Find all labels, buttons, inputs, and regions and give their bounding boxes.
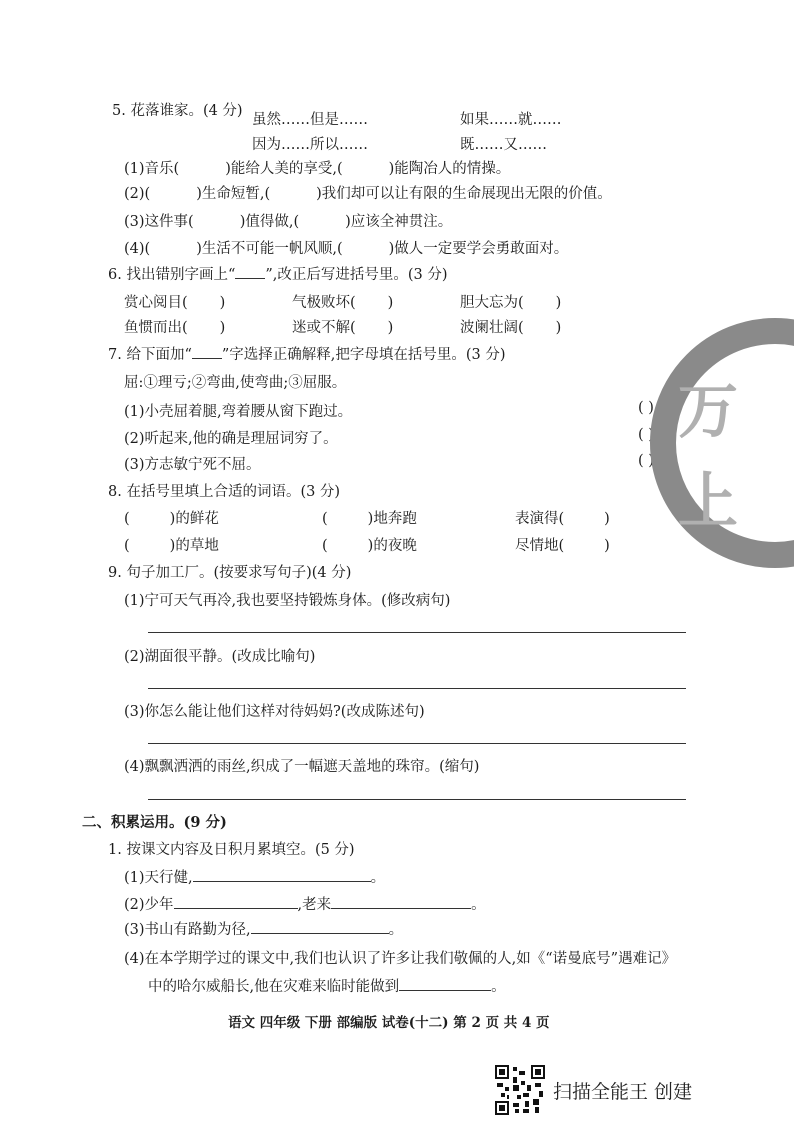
q5-item: (3)这件事( )值得做,( )应该全神贯注。 xyxy=(124,214,453,230)
s2-item: (2)少年 ,老来 。 xyxy=(124,897,486,913)
q5-title: 5. 花落谁家。(4 分) xyxy=(112,103,243,119)
q7-title: 7. 给下面加“ ”字选择正确解释,把字母填在括号里。(3 分) xyxy=(108,347,506,363)
page-footer: 语文 四年级 下册 部编版 试卷(十二) 第 2 页 共 4 页 xyxy=(228,1015,550,1031)
q6-word: 波阑壮阔( ) xyxy=(460,320,562,336)
q5-option-2: 如果……就…… xyxy=(460,112,562,128)
s2-item: 中的哈尔威船长,他在灾难来临时能做到 。 xyxy=(148,979,506,995)
q9-item: (3)你怎么能让他们这样对待妈妈?(改成陈述句) xyxy=(124,704,425,720)
section-2-title: 二、积累运用。(9 分) xyxy=(82,814,227,831)
q8-cell: 尽情地( ) xyxy=(515,538,610,554)
q8-cell: ( )的夜晚 xyxy=(322,538,417,554)
q8-cell: ( )地奔跑 xyxy=(322,511,417,527)
q9-item: (2)湖面很平静。(改成比喻句) xyxy=(124,649,316,665)
s2-item: (4)在本学期学过的课文中,我们也认识了许多让我们敬佩的人,如《“诺曼底号”遇难记》 xyxy=(124,951,677,967)
q8-cell: ( )的鲜花 xyxy=(124,511,219,527)
q7-answer-paren: ( ) xyxy=(638,400,654,416)
qr-code-icon xyxy=(495,1065,545,1115)
stamp-watermark xyxy=(650,318,794,568)
q7-meanings: 屈:①理亏;②弯曲,使弯曲;③屈服。 xyxy=(124,375,347,391)
stamp-glyph: 万 xyxy=(678,377,738,447)
q7-answer-paren: ( ) xyxy=(638,427,654,443)
q6-word: 迷或不解( ) xyxy=(292,320,394,336)
q5-item: (4)( )生活不可能一帆风顺,( )做人一定要学会勇敢面对。 xyxy=(124,241,569,257)
q9-item: (1)宁可天气再冷,我也要坚持锻炼身体。(修改病句) xyxy=(124,593,451,609)
q6-word: 赏心阅目( ) xyxy=(124,295,226,311)
stamp-glyph: 上 xyxy=(678,467,738,537)
s2-item: (3)书山有路勤为径, 。 xyxy=(124,922,404,938)
q8-title: 8. 在括号里填上合适的词语。(3 分) xyxy=(108,484,341,500)
q6-word: 鱼惯而出( ) xyxy=(124,320,226,336)
q9-title: 9. 句子加工厂。(按要求写句子)(4 分) xyxy=(108,565,352,581)
q5-item: (1)音乐( )能给人美的享受,( )能陶冶人的情操。 xyxy=(124,161,511,177)
answer-line xyxy=(148,632,686,633)
q5-option-4: 既……又…… xyxy=(460,137,547,153)
s2-q1-title: 1. 按课文内容及日积月累填空。(5 分) xyxy=(108,842,355,858)
answer-line xyxy=(148,799,686,800)
q7-item: (2)听起来,他的确是理屈词穷了。 xyxy=(124,431,338,447)
q8-cell: ( )的草地 xyxy=(124,538,219,554)
q6-word: 胆大忘为( ) xyxy=(460,295,562,311)
q7-item: (3)方志敏宁死不屈。 xyxy=(124,457,261,473)
q8-cell: 表演得( ) xyxy=(515,511,610,527)
q6-word: 气极败坏( ) xyxy=(292,295,394,311)
scanner-label: 扫描全能王 创建 xyxy=(553,1081,693,1103)
q7-item: (1)小壳屈着腿,弯着腰从窗下跑过。 xyxy=(124,404,353,420)
q7-answer-paren: ( ) xyxy=(638,453,654,469)
s2-item: (1)天行健, 。 xyxy=(124,870,386,886)
q6-title: 6. 找出错别字画上“ ”,改正后写进括号里。(3 分) xyxy=(108,267,448,283)
q5-item: (2)( )生命短暂,( )我们却可以让有限的生命展现出无限的价值。 xyxy=(124,186,612,202)
q9-item: (4)飘飘洒洒的雨丝,织成了一幅遮天盖地的珠帘。(缩句) xyxy=(124,759,480,775)
answer-line xyxy=(148,743,686,744)
answer-line xyxy=(148,688,686,689)
q5-option-1: 虽然……但是…… xyxy=(252,112,368,128)
q5-option-3: 因为……所以…… xyxy=(252,137,368,153)
